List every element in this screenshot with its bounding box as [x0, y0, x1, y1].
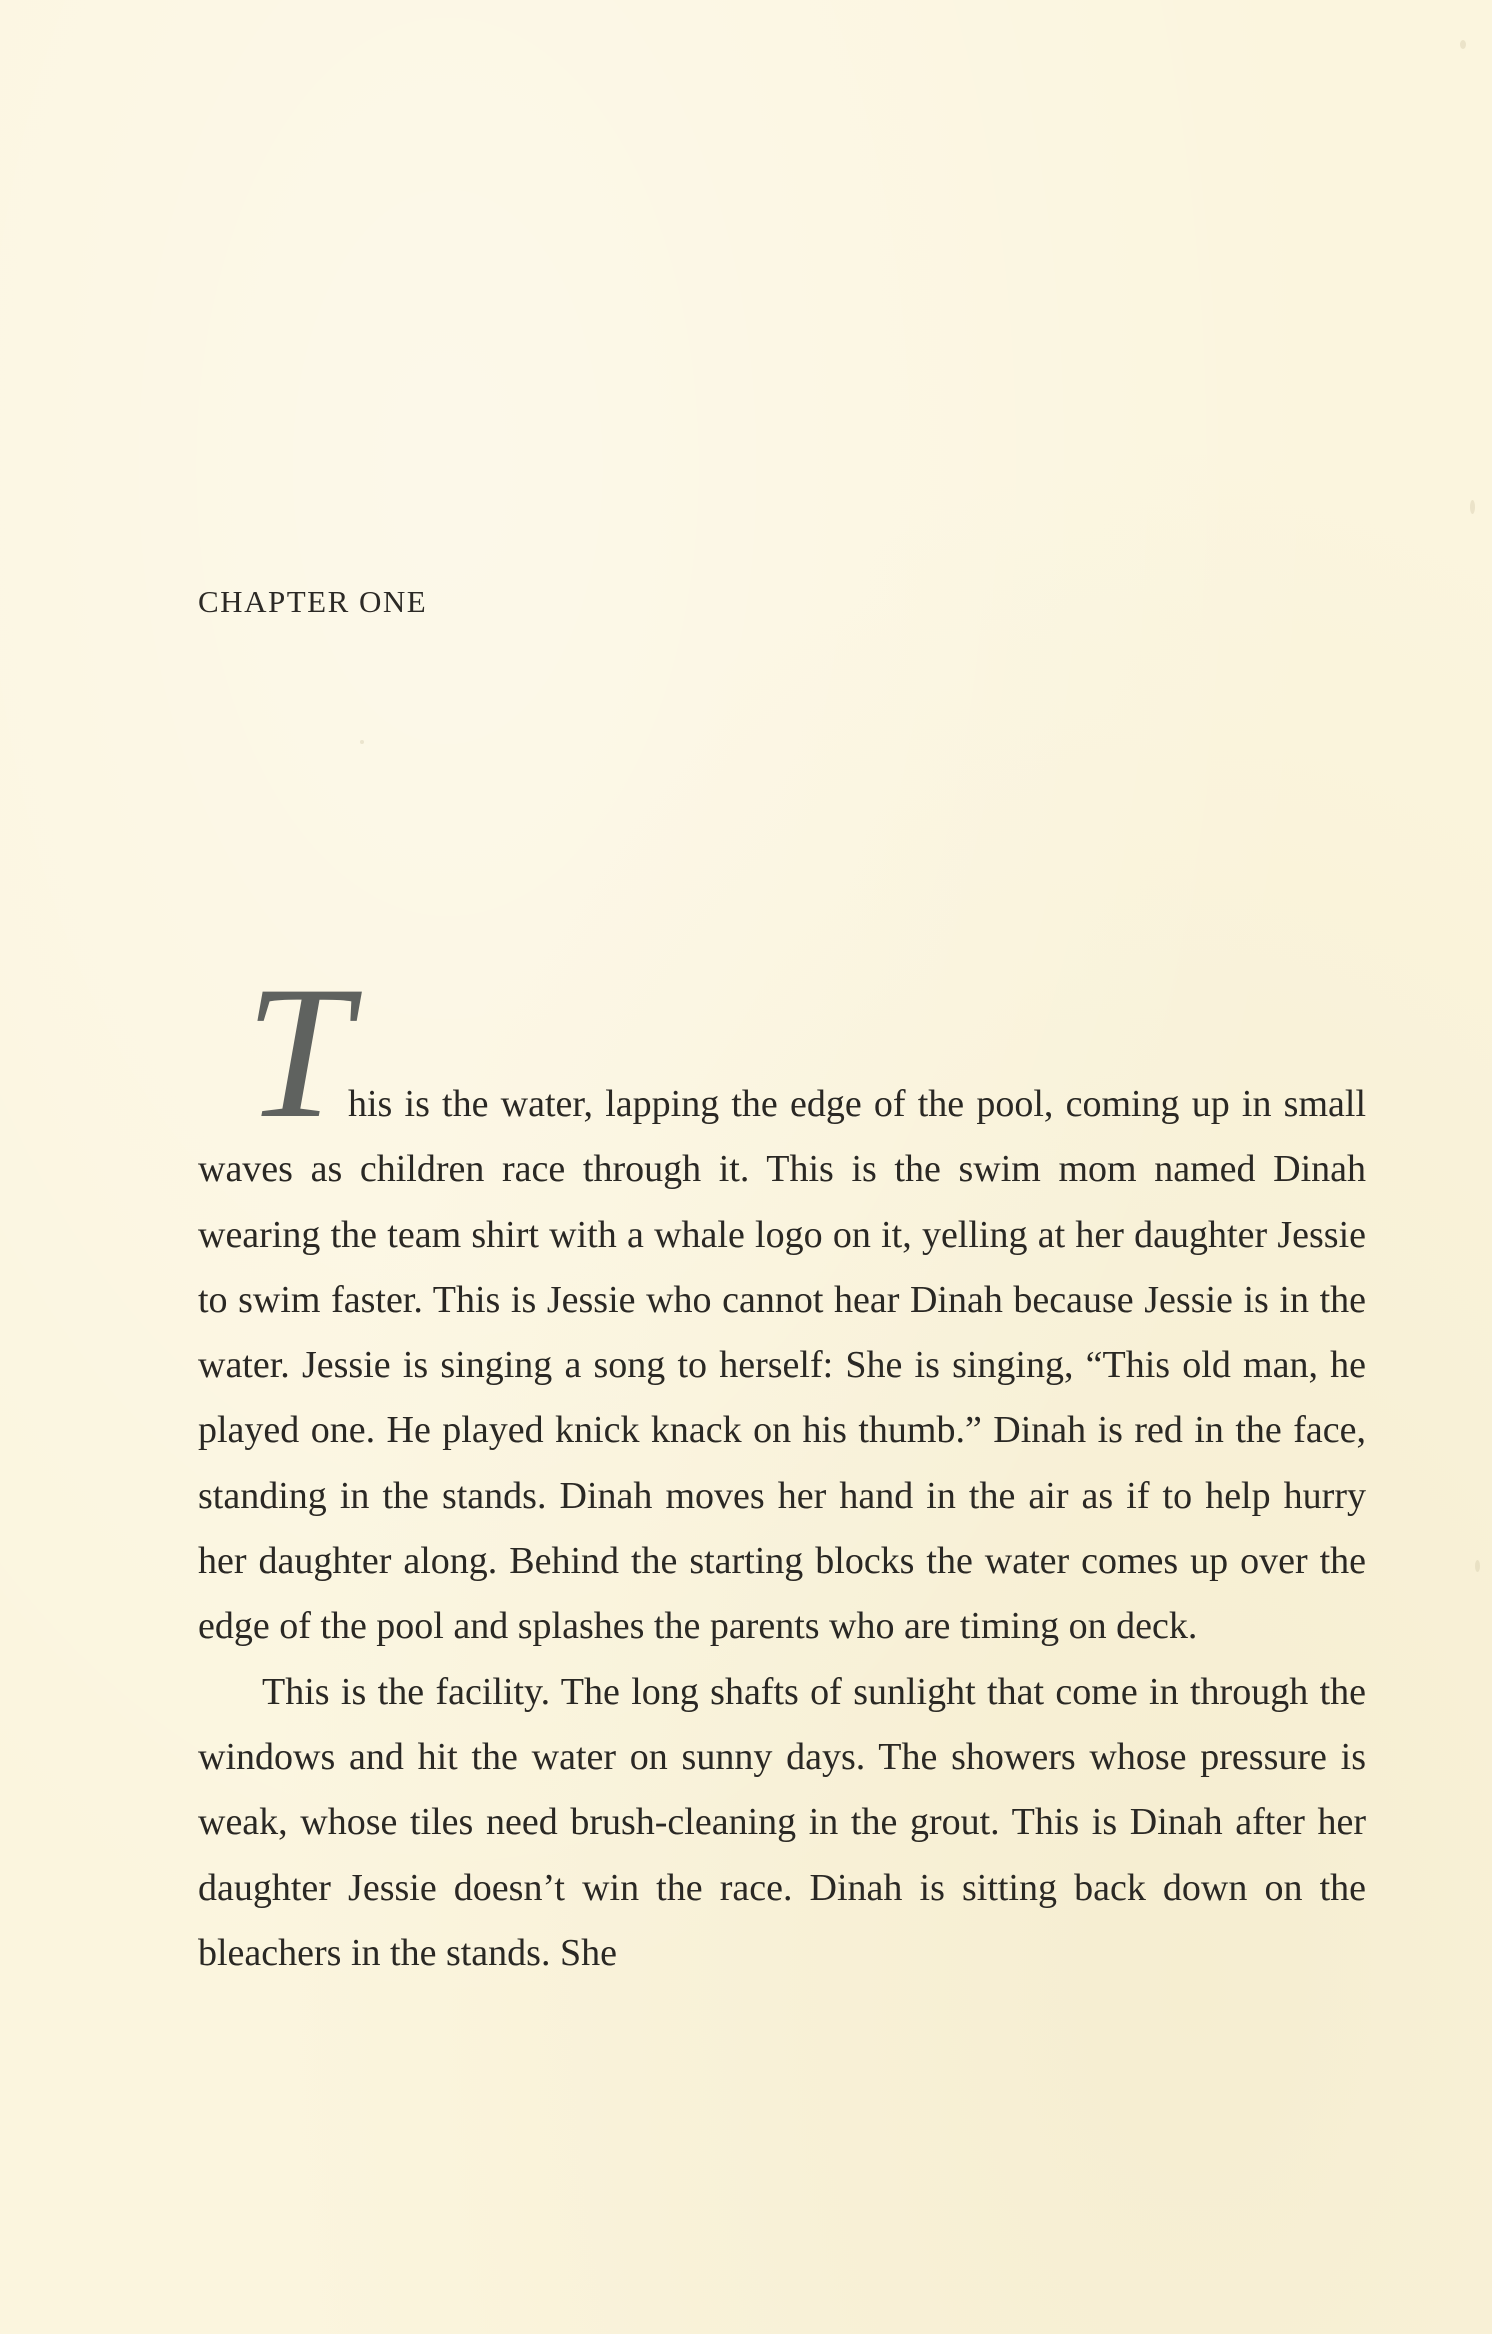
- paper-speck: [1475, 1560, 1480, 1572]
- paragraph-2: [198, 1660, 1366, 1986]
- paper-speck: [1470, 500, 1475, 514]
- paper-speck: [1460, 40, 1466, 49]
- body-text: [198, 1072, 1366, 1986]
- drop-cap: T: [245, 948, 351, 1158]
- chapter-heading: CHAPTER ONE: [198, 584, 428, 619]
- paragraph-1: [198, 1072, 1366, 1660]
- paragraph-2-text: This is the facility. The long shafts of sunlight that come in through the windows and hit the water on sunny days. The showers whose pressure is weak, whose tiles need brush-cleaning in the grout. This is Dinah after her daughter Jessie doesn’t win the race. Dinah is sitting back down on the bleachers in the stands. She: [198, 1670, 1366, 1974]
- paper-speck: [360, 740, 364, 744]
- paragraph-1-text: his is the water, lapping the edge of the pool, coming up in small waves as children race through it. This is the swim mom named Dinah wearing the team shirt with a whale logo on it, yelling at her daughter Jessie to swim faster. This is Jessie who cannot hear Dinah because Jessie is in the water. Jessie is singing a song to herself: She is singing, “This old man, he played one. He played knick knack on his thumb.” Dinah is red in the face, standing in the stands. Dinah moves her hand in the air as if to help hurry her daughter along. Behind the starting blocks the water comes up over the edge of the pool and splashes the parents who are timing on deck.: [198, 1083, 1366, 1648]
